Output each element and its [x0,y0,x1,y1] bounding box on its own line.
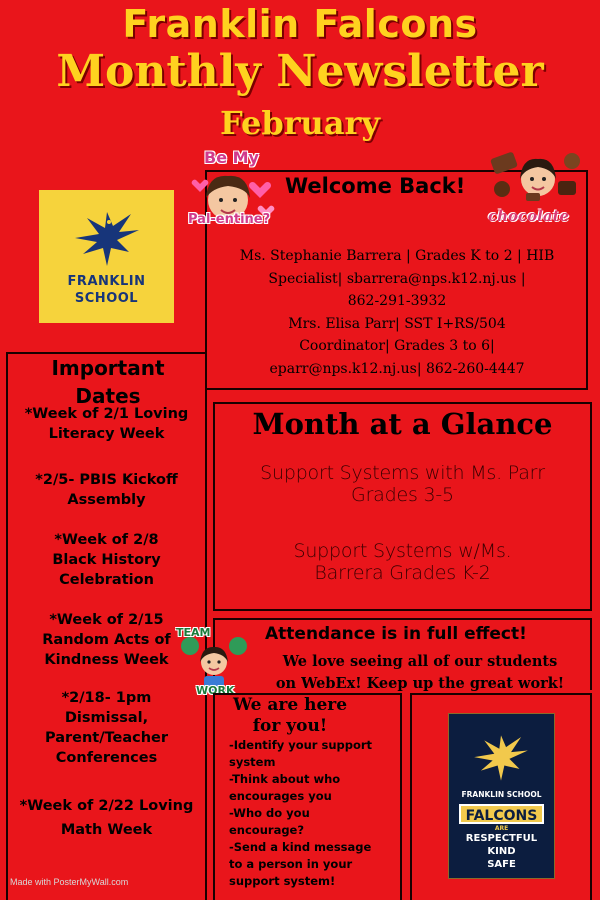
month-at-a-glance-box [213,402,592,611]
contact-line: Coordinator| Grades 3 to 6| [299,338,495,354]
glance-line: Barrera Grades K-2 [314,562,491,584]
valentine-text-1: Be My [204,148,259,167]
glance-item [215,462,590,506]
date-item [8,794,205,842]
valentine-bitmoji-sticker [186,148,286,240]
date-item [8,530,205,590]
date-line: Conferences [55,750,158,766]
date-item [8,404,205,444]
attendance-line: We love seeing all of our students [282,653,558,670]
date-line: Black History [52,552,161,568]
glance-line: Support Systems with Ms. Parr [260,462,545,484]
contact-info [211,245,583,380]
support-tip-line: support system! [229,874,336,888]
franklin-school-logo [39,190,174,323]
teamwork-text-1: TEAM [176,626,211,639]
support-tip-line: -Think about who [229,772,341,786]
support-tip-line: encourage? [229,823,305,837]
attendance-line: on WebEx! Keep up the great work! [275,675,565,692]
support-tip-line: -Who do you [229,806,310,820]
important-dates-title [8,354,208,410]
date-line: Literacy Week [48,426,165,442]
poster-value: RESPECTFUL [465,833,538,844]
logo-line-1: FRANKLIN [67,274,146,289]
falcons-poster [448,713,555,879]
poster-falcons: FALCONS [459,804,544,824]
date-line: *Week of 2/1 Loving [24,406,189,422]
support-tip-line: -Identify your support [229,738,373,752]
falcons-poster-box [410,693,592,900]
dates-title-line-2: Dates [75,384,141,408]
support-tip-line: -Send a kind message [229,840,372,854]
dates-title-line-1: Important [51,356,165,380]
valentine-text-2: Pal-entine? [188,212,271,227]
welcome-title: Welcome Back! [285,174,466,198]
glance-item [215,540,590,584]
here-title-line-1: We are here [232,695,348,715]
date-item [8,470,205,510]
contact-line: eparr@nps.k12.nj.us| 862-260-4447 [269,360,525,377]
title-line-1: Franklin Falcons [122,2,478,46]
poster-value: SAFE [487,859,516,870]
here-title-line-2: for you! [252,716,328,736]
contact-line: Mrs. Elisa Parr| SST I+RS/504 [288,315,506,332]
logo-line-2: SCHOOL [74,291,139,306]
poster-are: ARE [494,825,509,832]
teamwork-bitmoji-sticker [176,626,252,700]
glance-title: Month at a Glance [252,407,553,441]
chocolate-bitmoji-sticker [488,145,584,209]
date-line: Assembly [67,492,146,508]
teamwork-text-2: WORK [196,684,235,697]
attendance-box [213,618,592,690]
date-line: *2/18- 1pm [61,690,152,706]
chocolate-icon [488,145,584,209]
date-line: Parent/Teacher [44,730,169,746]
date-line: *Week of 2/22 Loving [19,798,194,814]
contact-line: 862-291-3932 [347,293,447,309]
month-title: February [219,104,380,142]
support-tip-line: system [229,755,276,769]
here-for-you-title [215,695,365,737]
support-tips-list [229,737,399,890]
date-line: Celebration [59,572,154,588]
falcon-icon [73,208,141,270]
attendance-body [255,651,585,695]
date-line: Dismissal, [64,710,149,726]
date-line: Random Acts of [42,632,171,648]
footer-credit: Made with PosterMyWall.com [10,877,129,887]
here-for-you-box [213,693,402,900]
date-line: *Week of 2/8 [54,532,159,548]
glance-line: Grades 3-5 [351,484,454,506]
poster-value: KIND [487,846,516,857]
date-line: Math Week [60,822,153,838]
poster-falcon-icon [471,732,531,784]
attendance-title: Attendance is in full effect! [265,624,527,644]
poster-school: FRANKLIN SCHOOL [461,790,542,799]
chocolate-label: chocolate [488,207,570,225]
glance-line: Support Systems w/Ms. [293,540,512,562]
date-line: Kindness Week [44,652,169,668]
support-tip-line: to a person in your [229,857,353,871]
support-tip-line: encourages you [229,789,332,803]
date-line: *2/5- PBIS Kickoff [35,472,178,488]
contact-line: Specialist| sbarrera@nps.k12.nj.us | [268,270,526,287]
contact-line: Ms. Stephanie Barrera | Grades K to 2 | HIB [239,248,555,264]
date-line: *Week of 2/15 [49,612,164,628]
title-line-2: Monthly Newsletter [56,46,544,97]
